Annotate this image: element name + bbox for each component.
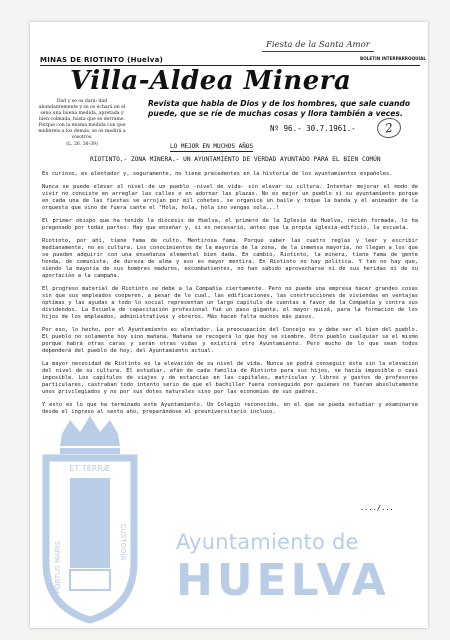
page-number-circle: 2 [376,116,403,139]
section-heading: LO MEJOR EN MUCHOS AÑOS [170,143,254,150]
shield-text-top: ET TERRÆ [69,464,111,473]
continuation-mark: ..../... [360,504,394,512]
issue-number-date: Nº 96.- 30.7.1961.- [270,124,356,133]
masthead-quote [38,99,126,148]
paragraph-4: Riotinto, por ahí, tiene fama de culto. Mentirosa fama. Porque saber las cuatro reglas y leer y escribir medianamente, no es cultura. Los conocimientos de la mayoría de la zona, de la inmensa mayoría, no llegan a los que se pueden adquirir con una enseñanza elemental bien dada. En cambio, Riotinto, la minera, tiene fama de gente honda, de comunista, de dureza de alma y eso es mayor mentira. En Riotinto no hay política. Y tan no hay que, siendo la mayoría de sus hombres maduros, excombatientes, no han sabido aprovecharse ni de sus heridas ni de su aportación a la campaña. [42,238,418,279]
article-body [42,171,418,422]
shield-text-left: PORTUS MARIS [54,540,62,594]
paragraph-2: Nunca se puede elevar el nivel de un pueblo -nivel de vida- sin elevar su cultura. Intentar mejorar el modo de vivir no consiste en arreglar las calles o en adornar las plazas. No es mejor un pueblo si su ayuntamiento porque en cada una de las fiestas se arrojan por mil cohetes, se organice un baile y toque la banda y el animador de la orquesta que vino de fuera cante el "Hola, hola, hola ino vengas sola...! [42,184,418,211]
paragraph-6: Por eso, lo hecho, por el Ayuntamiento es alentador. La preocupación del Concejo es y debe ser el bien del pueblo. El pueblo no solamente hoy sino mañana. Mañana se recogerá lo que hoy se siembre. Otro pueblo cualquier se el mismo porque habrá otras caras y serán otras vidas y existirá otro Ayuntamiento. Pero mucho de lo que sean todos dependerá del pueblo de hoy, del Ayuntamiento actual. [42,327,418,354]
document-page [30,22,428,628]
masthead-title: Villa-Aldea Minera [70,66,352,96]
shield-text-right: CUSTODIA [119,523,127,561]
article-headline: RIOTINTO.- ZONA MINERA.- UN AYUNTAMIENTO DE VERDAD AYUNTADO PARA EL BIEN COMÚN [90,156,381,163]
masthead-tagline: Revista que habla de Dios y de los hombres, que sale cuando puede, que se ríe de muchas cosas y llora también a veces. [148,99,411,118]
paragraph-7: La mayor necesidad de Riotinto es la elevación de su nivel de vida. Nunca se podrá conseguir ésta sin la elevación del nivel de su cultura. El estudiar, afán de cada familia de Riotinto para sus hijos, se hacía imposible o casi imposible. Los capítulos de viajes y de estancias en las capitales, matrículas y libros y gastos de profesores particulares, castraban todo intento serio de que el bachiller fuera conseguido por quienes no fueran absolutamente unos privilegiados y no por sus dotes naturales sino por las economías de sus padres. [42,361,418,395]
quote-reference: (L. 26. 38-39) [66,142,98,147]
handwritten-note: Fiesta de la Santa Amor [262,40,374,52]
quote-text: Dad y se os dará: dad abundantemente y se os echará en el seno una buena medida, apretada y bien colmada, hasta que se derrame. Porque con la misma medida con que midiereis a los demás, se os medirá a vosotros. [38,99,126,140]
watermark-line2: HUELVA [176,555,390,606]
paragraph-1: Es curioso, es alentador y, seguramente, no tiene precedentes en la historia de los ayuntamientos españoles. [42,171,393,177]
bulletin-label: BOLETIN INTERPARROQUIAL [360,56,427,61]
paragraph-8: Y esto es lo que ha terminado este Ayuntamiento. Un Colegio reconocido, en el que se pueda estudiar y examinarse desde el ingreso al sexto año, preparándose el preuniversitario incluso. [42,402,418,415]
paragraph-3: El primer obispo que ha tenido la diócesis de Huelva, el primero de la Iglesia de Huelva, recién formada, lo ha pregonado por todas partes: Hay que enseñar y, si es necesario, antes que la propia iglesia-edificio, la escuela. [42,218,418,231]
watermark-line1: Ayuntamiento de [176,530,359,554]
paragraph-5: El progreso material de Riotinto se debe a la Compañía ciertamente. Pero no puede una empresa hacer grandes cosas sin que sus empleados cooperen, a pesar de lo cual, las edificaciones, las construcciones de viviendas en ventajas óptimas y las ayudas a todo lo social representan un largo capítulo de cuentas a favor de la Compañía y contra sus dividendos. La Escuela de capacitación profesional fué un paso gigante, el mayor quizá, para la formación de los hijos de los empleados, administrativos y obreros. Más hacen falta muchos más pasos. [42,286,418,320]
publication-location: MINAS DE RIOTINTO (Huelva) [40,56,164,64]
